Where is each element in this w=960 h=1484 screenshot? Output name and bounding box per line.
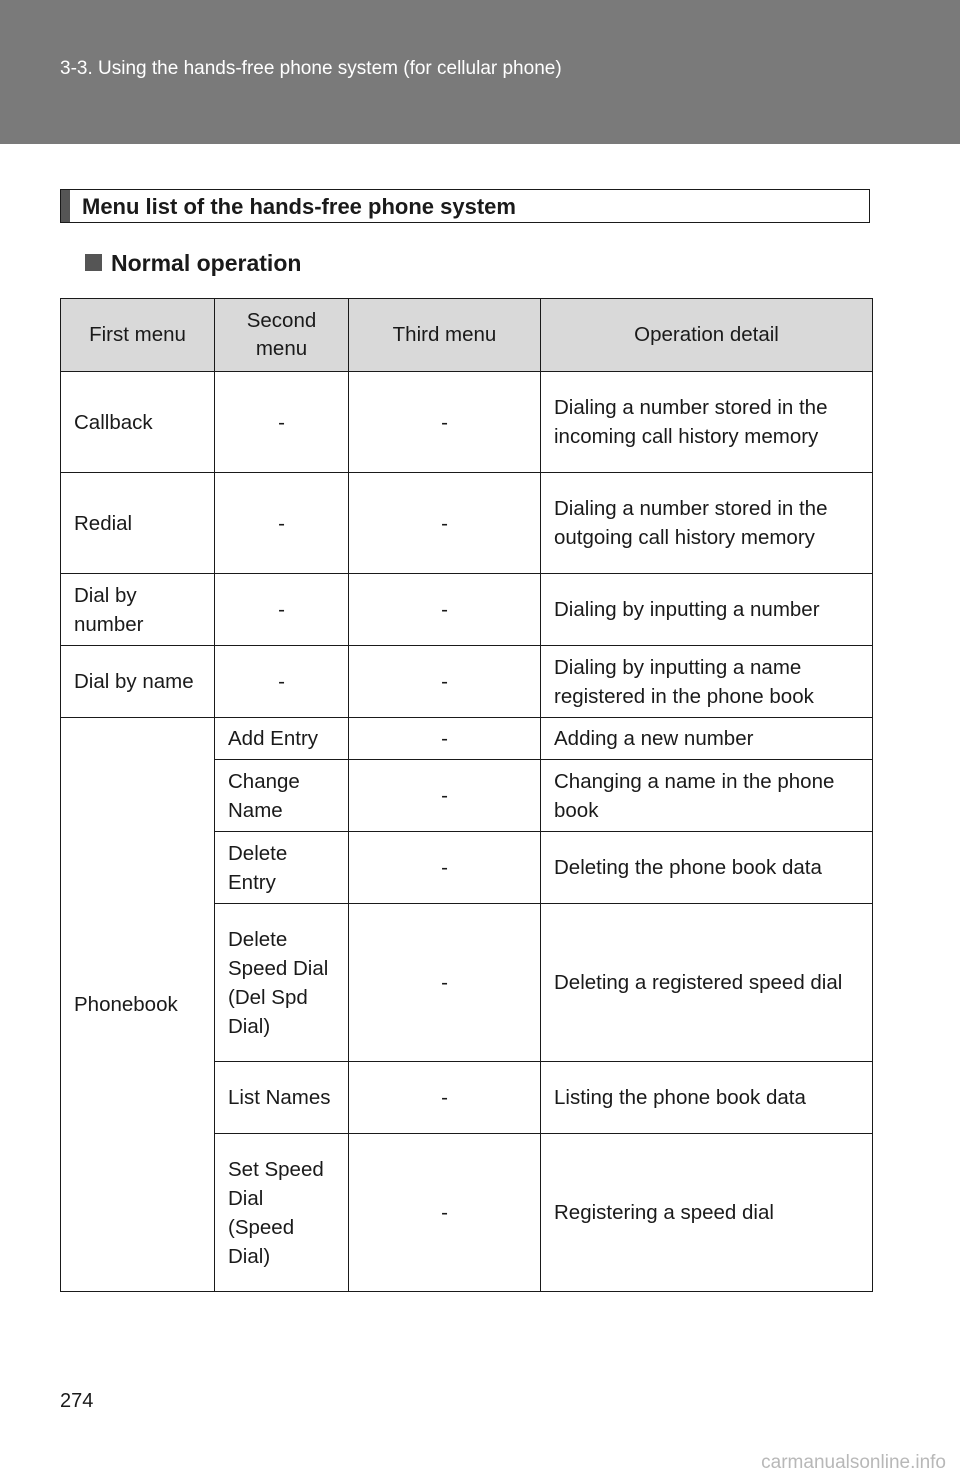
table-row xyxy=(61,473,873,574)
cell-operation-detail: Dialing by inputting a number xyxy=(541,574,873,646)
cell-third-menu: - xyxy=(349,1062,541,1134)
table-row xyxy=(61,646,873,718)
cell-second-menu: Add Entry xyxy=(215,718,349,760)
cell-third-menu: - xyxy=(349,904,541,1062)
subheading xyxy=(85,250,301,277)
cell-operation-detail: Dialing a number stored in the incoming call history memory xyxy=(541,372,873,473)
cell-first-menu: Dial by name xyxy=(61,646,215,718)
cell-operation-detail: Dialing by inputting a name registered in the phone book xyxy=(541,646,873,718)
subheading-text: Normal operation xyxy=(111,250,302,276)
cell-first-menu: Callback xyxy=(61,372,215,473)
cell-first-menu-phonebook: Phonebook xyxy=(61,718,215,1292)
cell-operation-detail: Registering a speed dial xyxy=(541,1134,873,1292)
cell-third-menu: - xyxy=(349,718,541,760)
page-header-band xyxy=(0,0,960,144)
cell-operation-detail: Adding a new number xyxy=(541,718,873,760)
table-header-row xyxy=(61,299,873,372)
cell-second-menu: Delete Entry xyxy=(215,832,349,904)
header-third-menu: Third menu xyxy=(349,299,541,372)
page-number: 274 xyxy=(60,1390,94,1412)
section-title: Menu list of the hands-free phone system xyxy=(82,194,516,219)
watermark: carmanualsonline.info xyxy=(761,1452,946,1473)
cell-second-menu: - xyxy=(215,372,349,473)
menu-list-table xyxy=(60,298,873,1292)
cell-operation-detail: Deleting the phone book data xyxy=(541,832,873,904)
header-first-menu: First menu xyxy=(61,299,215,372)
cell-first-menu: Redial xyxy=(61,473,215,574)
header-operation-detail: Operation detail xyxy=(541,299,873,372)
cell-operation-detail: Deleting a registered speed dial xyxy=(541,904,873,1062)
cell-third-menu: - xyxy=(349,832,541,904)
cell-second-menu: List Names xyxy=(215,1062,349,1134)
cell-second-menu: - xyxy=(215,473,349,574)
cell-third-menu: - xyxy=(349,760,541,832)
cell-second-menu: Change Name xyxy=(215,760,349,832)
table-row xyxy=(61,372,873,473)
cell-third-menu: - xyxy=(349,473,541,574)
cell-second-menu: Delete Speed Dial (Del Spd Dial) xyxy=(215,904,349,1062)
cell-operation-detail: Listing the phone book data xyxy=(541,1062,873,1134)
cell-first-menu: Dial by number xyxy=(61,574,215,646)
section-title-marker xyxy=(61,190,70,222)
square-bullet-icon xyxy=(85,254,102,271)
cell-third-menu: - xyxy=(349,574,541,646)
cell-third-menu: - xyxy=(349,646,541,718)
header-second-menu: Second menu xyxy=(215,299,349,372)
table-row xyxy=(61,574,873,646)
cell-second-menu: Set Speed Dial (Speed Dial) xyxy=(215,1134,349,1292)
cell-third-menu: - xyxy=(349,372,541,473)
cell-third-menu: - xyxy=(349,1134,541,1292)
section-title-box xyxy=(60,189,870,223)
cell-operation-detail: Dialing a number stored in the outgoing call history memory xyxy=(541,473,873,574)
cell-second-menu: - xyxy=(215,646,349,718)
cell-operation-detail: Changing a name in the phone book xyxy=(541,760,873,832)
chapter-title: 3-3. Using the hands-free phone system (for cellular phone) xyxy=(60,58,562,79)
table-row xyxy=(61,718,873,760)
cell-second-menu: - xyxy=(215,574,349,646)
